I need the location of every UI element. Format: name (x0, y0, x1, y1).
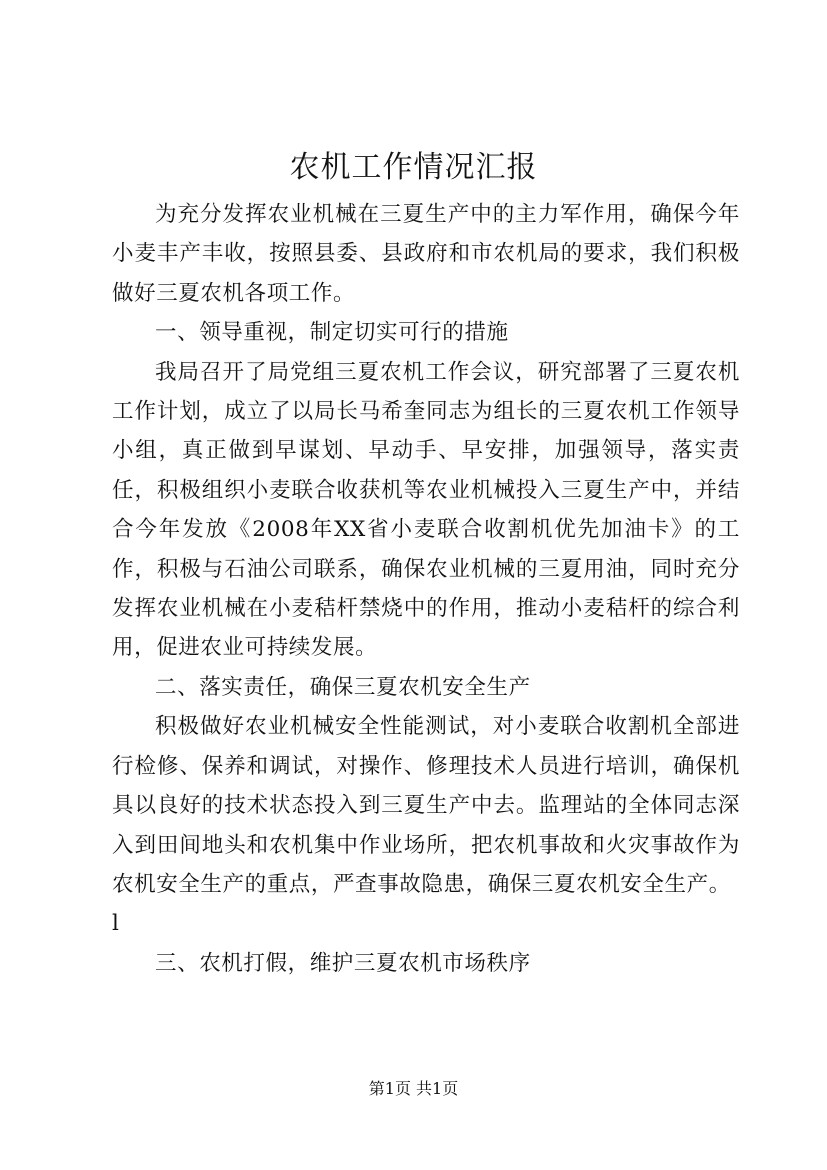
document-body (112, 195, 740, 983)
paragraph-intro: 为充分发挥农业机械在三夏生产中的主力军作用，确保今年小麦丰产丰收，按照县委、县政府和市农机局的要求，我们积极做好三夏农机各项工作。 (112, 202, 740, 306)
paragraph-section-2: 积极做好农业机械安全性能测试，对小麦联合收割机全部进行检修、保养和调试，对操作、修理技术人员进行培训，确保机具以良好的技术状态投入到三夏生产中去。监理站的全体同志深入到田间地头和农机集中作业场所，把农机事故和火灾事故作为农机安全生产的重点，严查事故隐患，确保三夏农机安全生产。 (112, 714, 740, 897)
paragraph-section-1: 我局召开了局党组三夏农机工作会议，研究部署了三夏农机工作计划，成立了以局长马希奎同志为组长的三夏农机工作领导小组，真正做到早谋划、早动手、早安排，加强领导，落实责任，积极组织小麦联合收获机等农业机械投入三夏生产中，并结合今年发放《2008年XX省小麦联合收割机优先加油卡》的工作，积极与石油公司联系，确保农业机械的三夏用油，同时充分发挥农业机械在小麦秸杆禁烧中的作用，推动小麦秸杆的综合利用，促进农业可持续发展。 (112, 359, 740, 661)
stray-character: l (112, 911, 120, 937)
section-heading-2: 二、落实责任，确保三夏农机安全生产 (155, 674, 531, 700)
section-heading-3: 三、农机打假，维护三夏农机市场秩序 (155, 950, 531, 976)
document-title: 农机工作情况汇报 (289, 150, 538, 185)
section-heading-1: 一、领导重视，制定切实可行的措施 (155, 320, 509, 346)
page-footer: 第1页 共1页 (368, 1079, 459, 1098)
